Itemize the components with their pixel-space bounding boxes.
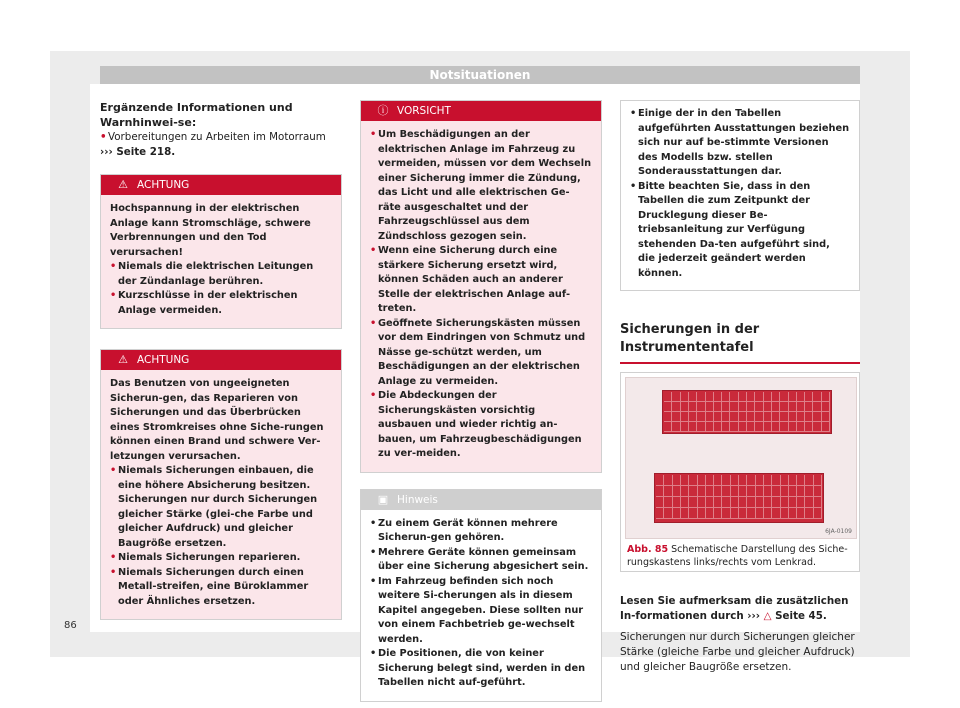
- fuse-slot: [722, 412, 730, 422]
- fuse-slot: [813, 392, 821, 402]
- fuse-slot: [730, 392, 738, 402]
- bullet-text: Einige der in den Tabellen aufgeführten Ausstattungen beziehen sich nur auf be-stimmte Versionen des Modells bzw. stellen Sonderausstattungen dar.: [638, 108, 850, 177]
- fuse-slot: [805, 508, 813, 519]
- fuse-slot: [772, 486, 780, 497]
- fuse-slot: [739, 392, 747, 402]
- fuse-slot: [714, 422, 722, 432]
- achtung-box-1: [100, 174, 342, 329]
- fuse-slot: [797, 392, 805, 402]
- fuse-slot: [664, 475, 672, 486]
- fuse-slot: [706, 392, 714, 402]
- achtung-label: ACHTUNG: [137, 179, 190, 191]
- fuse-slot: [797, 497, 805, 508]
- fuse-slot: [714, 508, 722, 519]
- fuse-slot: [764, 412, 772, 422]
- fuse-slot: [747, 475, 755, 486]
- fuse-slot: [805, 412, 813, 422]
- fuse-slot: [697, 402, 705, 412]
- fuse-slot: [673, 486, 681, 497]
- fuse-slot: [747, 486, 755, 497]
- fuse-slot: [756, 475, 764, 486]
- fuse-slot: [772, 392, 780, 402]
- fuse-slot: [780, 402, 788, 412]
- fuse-slot: [673, 508, 681, 519]
- vorsicht-label: VORSICHT: [397, 105, 451, 117]
- fuse-slot: [813, 422, 821, 432]
- fuse-slot: [706, 412, 714, 422]
- fuse-slot: [789, 497, 797, 508]
- fuse-slot: [822, 392, 830, 402]
- fuse-slot: [706, 497, 714, 508]
- fuse-slot: [764, 402, 772, 412]
- hinweis-box: [360, 489, 602, 702]
- achtung-box-2-body: [101, 370, 341, 619]
- fuse-slot: [689, 508, 697, 519]
- column-left: [100, 100, 342, 620]
- fuse-slot: [698, 486, 706, 497]
- fuse-slot: [739, 497, 747, 508]
- warning-triangle-icon: ⚠: [118, 178, 128, 191]
- fuse-slot: [789, 392, 797, 402]
- fuse-slot: [681, 422, 689, 432]
- fuse-slot: [689, 412, 697, 422]
- fuse-slot: [706, 422, 714, 432]
- fuse-slot: [822, 402, 830, 412]
- fuse-slot: [781, 508, 789, 519]
- fuse-slot: [789, 422, 797, 432]
- fuse-slot: [780, 422, 788, 432]
- fuse-slot: [656, 497, 664, 508]
- fuse-slot: [805, 392, 813, 402]
- fuse-slot: [689, 486, 697, 497]
- bullet-icon: •: [370, 390, 377, 401]
- fuse-slot: [814, 508, 822, 519]
- fuse-slot: [789, 508, 797, 519]
- bullet-icon: •: [110, 261, 117, 272]
- fuse-slot: [797, 422, 805, 432]
- fuse-slot: [714, 486, 722, 497]
- fuse-slot: [739, 412, 747, 422]
- fuse-slot: [689, 422, 697, 432]
- fuse-slots-left: [664, 392, 830, 432]
- bullet-text: Niemals Sicherungen einbauen, die eine höhere Absicherung besitzen. Sicherungen nur durch Sicherungen gleicher Stärke (glei-che Farbe und gleicher Aufdruck) und gleicher Baugröße ersetzen.: [118, 465, 318, 549]
- fuse-slot: [722, 475, 730, 486]
- vorsicht-bullet: [370, 317, 592, 390]
- figure-caption-text: Schematische Darstellung des Siche-rungskastens links/rechts vom Lenkrad.: [627, 544, 848, 568]
- info-circle-icon: ⓘ: [377, 104, 389, 117]
- fuse-slot: [814, 486, 822, 497]
- info-paragraph: [620, 594, 860, 624]
- fuse-slot: [706, 508, 714, 519]
- fuse-slot: [697, 412, 705, 422]
- fuse-slot: [780, 392, 788, 402]
- fuse-slot: [706, 402, 714, 412]
- achtung-box-2-header: [101, 350, 341, 370]
- bullet-icon: •: [110, 290, 117, 301]
- fuse-slot: [789, 486, 797, 497]
- warning-triangle-icon: △: [763, 610, 772, 622]
- fuse-slot: [664, 497, 672, 508]
- fuse-slot: [714, 412, 722, 422]
- fuse-slot: [764, 497, 772, 508]
- fuse-slot: [764, 392, 772, 402]
- fuse-slot: [789, 402, 797, 412]
- vorsicht-box-body: [361, 121, 601, 472]
- fuse-slot: [747, 422, 755, 432]
- fuse-slot: [664, 508, 672, 519]
- fuse-slot: [814, 475, 822, 486]
- fuse-slot: [664, 412, 672, 422]
- fuse-slot: [822, 412, 830, 422]
- fuse-slot: [747, 392, 755, 402]
- figure-number: Abb. 85: [627, 544, 669, 555]
- bullet-icon: •: [630, 180, 637, 192]
- vorsicht-box: [360, 100, 602, 473]
- achtung-box-1-header: [101, 175, 341, 195]
- bullet-text: Die Positionen, die von keiner Sicherung belegt sind, werden in den Tabellen nicht auf-geführt.: [378, 648, 586, 688]
- vorsicht-bullet: [370, 389, 592, 462]
- fuse-slot: [814, 497, 822, 508]
- fuse-slot: [739, 475, 747, 486]
- fuse-slot: [656, 475, 664, 486]
- fuse-slot: [689, 497, 697, 508]
- fuse-slot: [756, 497, 764, 508]
- note-icon: ▣: [377, 492, 389, 506]
- bullet-icon: •: [370, 546, 377, 558]
- fuse-box-diagram: [625, 377, 857, 539]
- achtung-1-bullet: [110, 260, 332, 289]
- fuse-slot: [673, 497, 681, 508]
- fuse-slot: [656, 508, 664, 519]
- fuse-slot: [739, 508, 747, 519]
- fuse-slot: [673, 475, 681, 486]
- hinweis-bullet: [370, 647, 592, 691]
- fuse-slot: [722, 486, 730, 497]
- fuse-slot: [664, 422, 672, 432]
- bullet-text: Niemals Sicherungen durch einen Metall-streifen, eine Büroklammer oder Ähnliches ersetzen.: [118, 566, 309, 607]
- fuse-slot: [664, 402, 672, 412]
- figure-caption: [627, 543, 855, 569]
- hinweis-bullet: [370, 575, 592, 648]
- info-paragraph-text: Lesen Sie aufmerksam die zusätzlichen In-formationen durch ›››: [620, 595, 849, 622]
- fuse-slot: [805, 475, 813, 486]
- fuse-slot: [681, 508, 689, 519]
- warning-triangle-icon: ⚠: [118, 353, 128, 366]
- hinweis-box-header: [361, 490, 601, 510]
- fuse-slot: [747, 497, 755, 508]
- fuse-slot: [731, 475, 739, 486]
- achtung-2-bullet: [110, 551, 332, 566]
- fuse-slot: [797, 475, 805, 486]
- fuse-slot: [730, 422, 738, 432]
- fuse-slot: [698, 508, 706, 519]
- fuse-slot: [805, 422, 813, 432]
- note-box: [620, 100, 860, 291]
- achtung-label: ACHTUNG: [137, 354, 190, 366]
- hinweis-label: Hinweis: [397, 493, 438, 506]
- fuse-slot: [656, 486, 664, 497]
- fuse-slot: [722, 402, 730, 412]
- fuse-slot: [706, 486, 714, 497]
- fuse-slot: [739, 422, 747, 432]
- fuse-slot: [789, 475, 797, 486]
- bullet-icon: •: [370, 648, 377, 659]
- fuse-slot: [672, 402, 680, 412]
- fuse-slot: [781, 497, 789, 508]
- achtung-2-bullet: [110, 464, 332, 551]
- fuse-slot: [672, 412, 680, 422]
- bullet-text: Niemals Sicherungen reparieren.: [118, 552, 301, 563]
- bullet-icon: •: [370, 245, 377, 256]
- achtung-2-text: Das Benutzen von ungeeigneten Sicherun-gen, das Reparieren von Sicherungen und das Überbrücken eines Stromkreises ohne Siche-rungen können einen Brand und schwere Ver-letzungen verursachen.: [110, 378, 324, 462]
- fuse-slot: [747, 402, 755, 412]
- fuse-slot: [756, 508, 764, 519]
- column-middle: [360, 100, 602, 702]
- figure-code: 6JA-0109: [825, 528, 852, 535]
- fuse-slot: [722, 497, 730, 508]
- section-header: Notsituationen: [100, 66, 860, 84]
- bullet-text: Im Fahrzeug befinden sich noch weitere Si-cherungen als in diesem Kapitel angegeben. Diese sollten nur von einem Fachbetrieb ge-wechselt werden.: [378, 575, 584, 645]
- fuse-slot: [755, 422, 763, 432]
- fuse-slot: [681, 392, 689, 402]
- fuse-slot: [772, 412, 780, 422]
- bullet-icon: •: [110, 465, 117, 476]
- column-right: [620, 100, 860, 675]
- fuse-slot: [772, 422, 780, 432]
- bullet-text: Niemals die elektrischen Leitungen der Zündanlage berühren.: [118, 261, 314, 287]
- fuse-slot: [772, 508, 780, 519]
- intro-bullet: [100, 130, 342, 145]
- fuse-slot: [714, 497, 722, 508]
- fuse-slot: [764, 486, 772, 497]
- section-title: Sicherungen in der Instrumententafel: [620, 321, 860, 364]
- fuse-slot: [755, 392, 763, 402]
- fuse-slot: [681, 412, 689, 422]
- fuse-slot: [813, 412, 821, 422]
- fuse-slot: [797, 486, 805, 497]
- fuse-slot: [689, 392, 697, 402]
- fuse-slot: [698, 497, 706, 508]
- fuse-slot: [764, 475, 772, 486]
- note-bullet: [630, 107, 850, 180]
- bullet-text: Mehrere Geräte können gemeinsam über eine Sicherung abgesichert sein.: [378, 546, 589, 572]
- fuse-slot: [689, 475, 697, 486]
- bullet-text: Zu einem Gerät können mehrere Sicherun-gen gehören.: [378, 517, 558, 543]
- bullet-icon: •: [630, 108, 637, 119]
- fuse-slot: [780, 412, 788, 422]
- fuse-slot: [681, 497, 689, 508]
- fuse-slot: [731, 508, 739, 519]
- fuse-slot: [781, 475, 789, 486]
- fuse-slot: [772, 497, 780, 508]
- fuse-box-figure: [620, 372, 860, 572]
- fuse-slot: [755, 402, 763, 412]
- fuse-slot: [722, 422, 730, 432]
- hinweis-box-body: [361, 510, 601, 701]
- vorsicht-bullet: [370, 128, 592, 244]
- fuse-slot: [672, 422, 680, 432]
- fuse-slot: [756, 486, 764, 497]
- intro-bullet-text: Vorbereitungen zu Arbeiten im Motorraum: [108, 131, 326, 143]
- fuse-slot: [731, 497, 739, 508]
- fuse-slot: [681, 486, 689, 497]
- bullet-icon: •: [370, 575, 377, 587]
- fuse-slot: [764, 508, 772, 519]
- vorsicht-box-header: [361, 101, 601, 121]
- intro-heading: Ergänzende Informationen und Warnhinwei-se:: [100, 101, 293, 129]
- fuse-slot: [764, 422, 772, 432]
- fuse-slot: [822, 422, 830, 432]
- bullet-icon: •: [370, 129, 377, 140]
- fuse-slot: [722, 392, 730, 402]
- bullet-text: Kurzschlüsse in der elektrischen Anlage vermeiden.: [118, 290, 298, 316]
- fuse-slot: [797, 412, 805, 422]
- fuse-slot: [697, 422, 705, 432]
- note-bullet: [630, 180, 850, 282]
- fuse-slot: [805, 402, 813, 412]
- fuse-slot: [664, 486, 672, 497]
- fuse-slot: [672, 392, 680, 402]
- bullet-text: Bitte beachten Sie, dass in den Tabellen die zum Zeitpunkt der Drucklegung dieser Be-triebsanleitung zur Verfügung stehenden Da-ten aufgeführt sind, die jederzeit geändert werden können.: [638, 180, 830, 279]
- fuse-replacement-paragraph: Sicherungen nur durch Sicherungen gleicher Stärke (gleiche Farbe und gleicher Aufdruck) und gleicher Baugröße ersetzen.: [620, 631, 855, 673]
- achtung-box-2: [100, 349, 342, 620]
- fuse-slot: [731, 486, 739, 497]
- fuse-slot: [805, 486, 813, 497]
- fuse-slot: [722, 508, 730, 519]
- fuse-slot: [747, 508, 755, 519]
- fuse-slot: [739, 486, 747, 497]
- bullet-text: Geöffnete Sicherungskästen müssen vor dem Eindringen von Schmutz und Nässe ge-schützt werden, um Beschädigungen an der elektrischen Anlage zu vermeiden.: [378, 317, 586, 387]
- fuse-slot: [755, 412, 763, 422]
- hinweis-bullet: [370, 546, 592, 575]
- intro-ref-link[interactable]: ››› Seite 218.: [100, 146, 176, 158]
- fuse-slot: [714, 475, 722, 486]
- bullet-icon: •: [370, 517, 377, 529]
- fuse-slot: [805, 497, 813, 508]
- fuse-slot: [681, 475, 689, 486]
- fuse-slot: [730, 412, 738, 422]
- info-paragraph-end: .: [822, 610, 827, 622]
- achtung-1-bullet: [110, 289, 332, 318]
- fuse-slot: [730, 402, 738, 412]
- fuse-slot: [739, 402, 747, 412]
- fuse-slot: [797, 402, 805, 412]
- fuse-slot: [681, 402, 689, 412]
- bullet-icon: •: [110, 552, 117, 563]
- fuse-slot: [789, 412, 797, 422]
- bullet-text: Wenn eine Sicherung durch eine stärkere Sicherung ersetzt wird, können Schäden auch an anderer Stelle der elektrischen Anlage auf-treten.: [378, 245, 571, 314]
- fuse-slot: [813, 402, 821, 412]
- fuse-slot: [698, 475, 706, 486]
- bullet-icon: •: [370, 317, 377, 329]
- bullet-text: Um Beschädigungen an der elektrischen Anlage im Fahrzeug zu vermeiden, müssen vor dem Wechseln einer Sicherung immer die Zündung, das Licht und alle elektrischen Ge-räte ausgeschaltet und der Fahrzeugschlüssel aus dem Zündschloss gezogen sein.: [378, 129, 592, 242]
- achtung-box-1-body: [101, 195, 341, 328]
- achtung-1-text: Hochspannung in der elektrischen Anlage kann Stromschläge, schwere Verbrennungen und den Tod verursachen!: [110, 203, 311, 258]
- info-ref-link[interactable]: Seite 45: [775, 610, 823, 622]
- fuse-slot: [714, 402, 722, 412]
- bullet-text: Die Abdeckungen der Sicherungskästen vorsichtig ausbauen und wieder richtig an-bauen, um Fahrzeugbeschädigungen zu ver-meiden.: [378, 390, 582, 459]
- fuse-slot: [689, 402, 697, 412]
- bullet-icon: •: [100, 131, 107, 143]
- fuse-slot: [781, 486, 789, 497]
- fuse-slot: [664, 392, 672, 402]
- bullet-icon: •: [110, 566, 117, 578]
- page-number: 86: [64, 620, 77, 631]
- fuse-slots-right: [656, 475, 822, 521]
- fuse-slot: [747, 412, 755, 422]
- fuse-slot: [772, 475, 780, 486]
- fuse-slot: [714, 392, 722, 402]
- vorsicht-bullet: [370, 244, 592, 317]
- fuse-slot: [772, 402, 780, 412]
- hinweis-bullet: [370, 517, 592, 546]
- fuse-slot: [697, 392, 705, 402]
- achtung-2-bullet: [110, 566, 332, 610]
- fuse-slot: [706, 475, 714, 486]
- fuse-slot: [797, 508, 805, 519]
